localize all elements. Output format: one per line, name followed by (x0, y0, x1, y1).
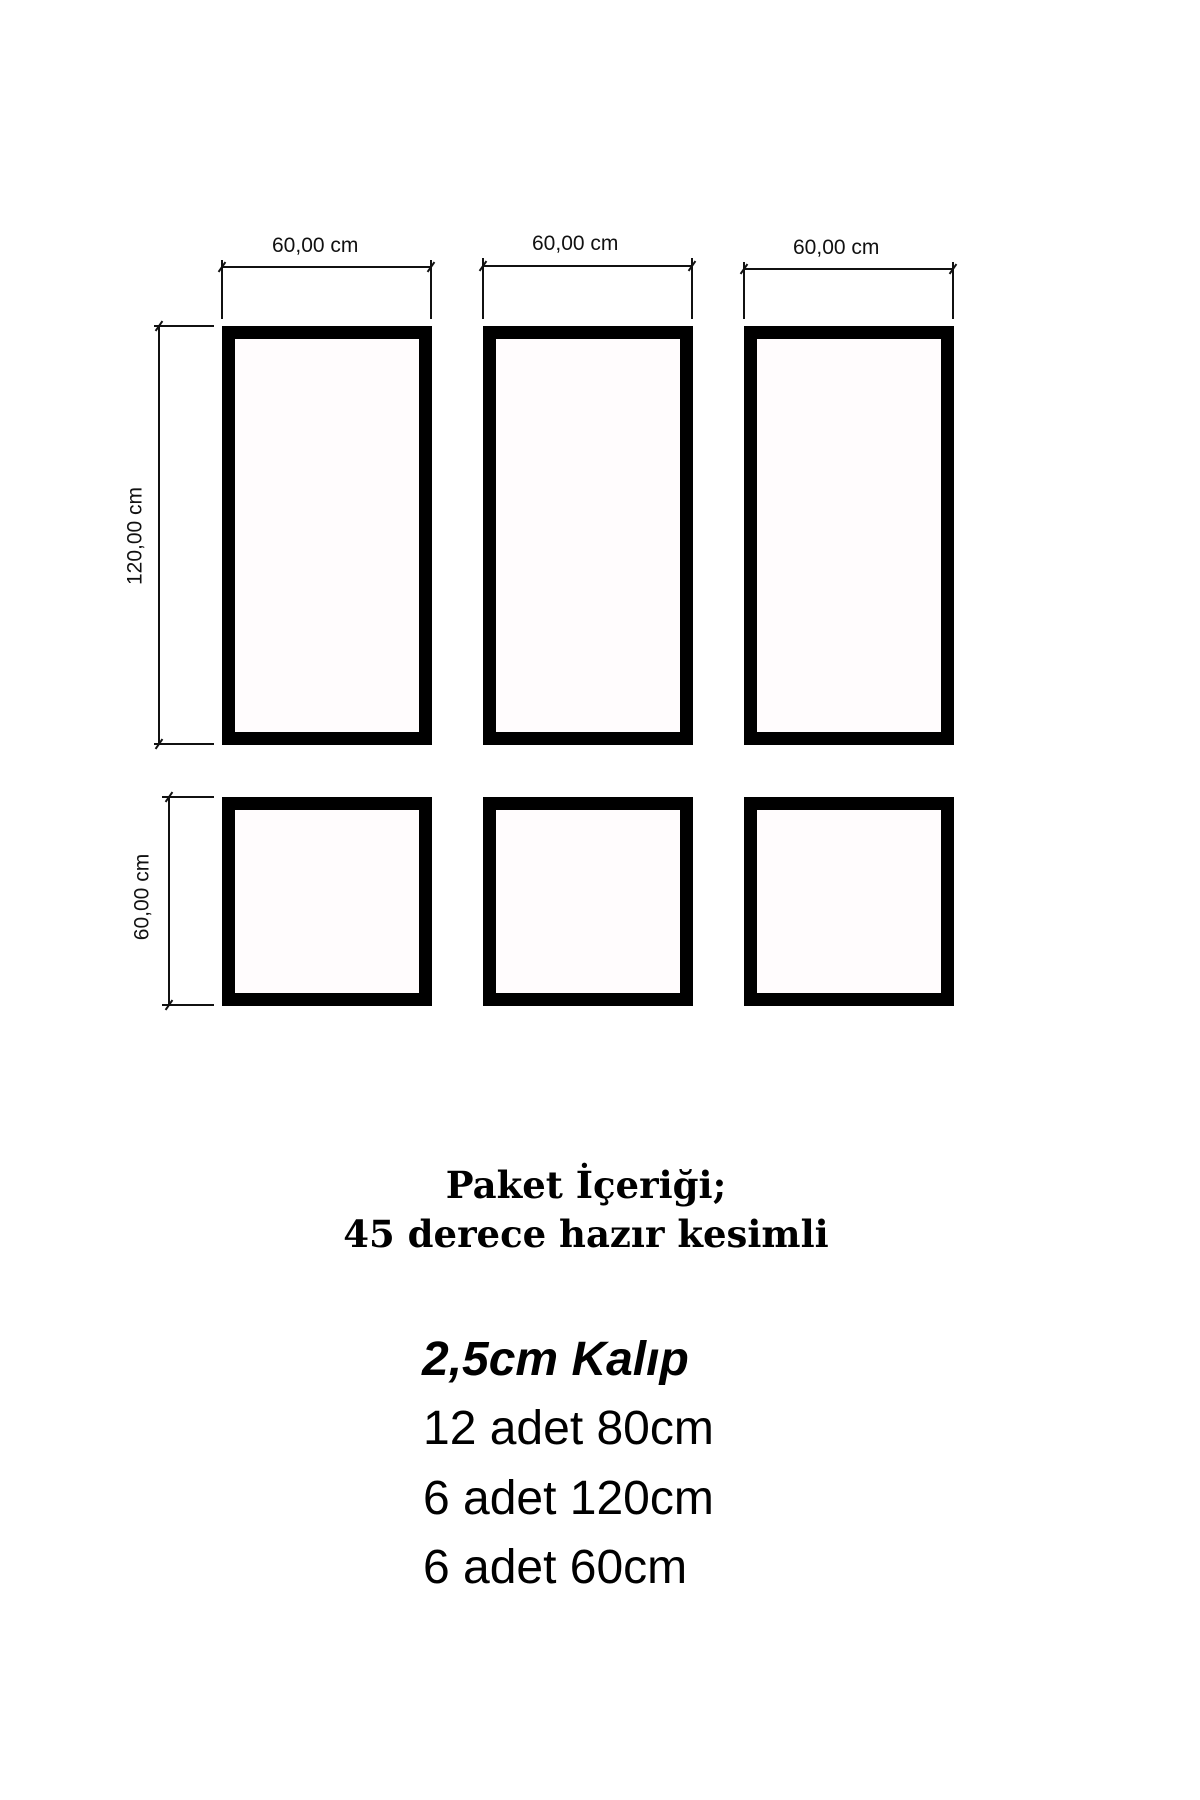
width-label-panel-1: 60,00 cm (272, 234, 359, 257)
height-dimension-line-bottom (168, 796, 170, 1006)
package-subtitle: 45 derece hazır kesimli (343, 1212, 829, 1256)
extension-line (154, 743, 214, 745)
frame-panel-square-1 (222, 797, 432, 1006)
package-item: 6 adet 120cm (423, 1472, 714, 1525)
molding-size-label: 2,5cm Kalıp (422, 1333, 689, 1386)
frame-panel-tall-1 (222, 326, 432, 745)
package-item: 6 adet 60cm (423, 1541, 688, 1594)
frame-panel-tall-2 (483, 326, 693, 745)
package-item: 12 adet 80cm (423, 1402, 714, 1455)
package-title: Paket İçeriği; (445, 1163, 727, 1207)
width-dimension-line-1 (222, 266, 432, 268)
extension-line (154, 325, 214, 327)
frame-panel-square-2 (483, 797, 693, 1006)
width-dimension-line-3 (744, 268, 954, 270)
height-dimension-line-top (158, 325, 160, 745)
width-label-panel-3: 60,00 cm (793, 236, 880, 259)
width-dimension-line-2 (483, 265, 693, 267)
frame-panel-square-3 (744, 797, 954, 1006)
width-label-panel-2: 60,00 cm (532, 232, 619, 255)
height-label-top-row: 120,00 cm (123, 486, 147, 586)
frame-panel-tall-3 (744, 326, 954, 745)
height-label-bottom-row: 60,00 cm (130, 853, 154, 941)
